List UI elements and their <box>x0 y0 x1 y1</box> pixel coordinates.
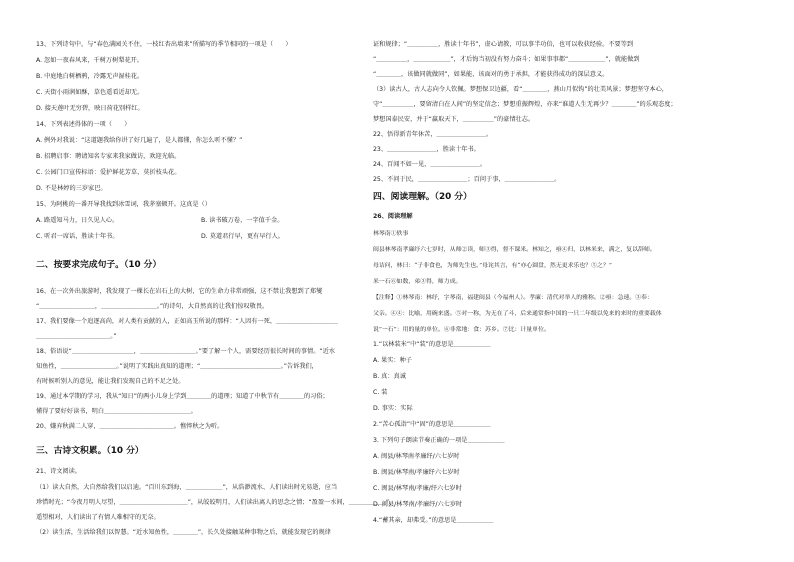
q13-option-c: C. 天街小雨润如酥，草色遥看近却无。 <box>36 89 144 96</box>
q15-option-d: D. 莫道君行早，更有早行人。 <box>201 233 284 240</box>
right-line: 证和规律；“＿＿＿＿＿，胜读十年书”，虚心请教，可以事半功倍，也可以收获经验。不要等到 <box>373 41 634 48</box>
q14-option-d: D. 不是林婷的三岁家巴。 <box>36 185 107 192</box>
reading-q2: 2.“苦心孤诣”中“固”的意思是＿＿＿＿＿＿ <box>373 421 491 428</box>
sec3-line: （2）读生活，生活给我们以智慧。“近水知鱼性，＿＿＿＿”，长久处接触某种事物之后，就能发现它的规律 <box>36 529 331 536</box>
q14-option-a: A. 例外对我说：“这道题我给你讲了好几遍了，是人都懂，你怎么听不懂？” <box>36 137 243 144</box>
q13-option-a: A. 忽如一夜春风来，千树万树梨花开。 <box>36 57 144 64</box>
q13-option-d: D. 接天莲叶无穷碧，映日荷花别样红。 <box>36 105 144 112</box>
reading-q3-option-c: C. 闽县/林琴南/孝廉/纾六七岁时 <box>373 485 462 492</box>
reading-q1-option-b: B. 真：真诚 <box>373 373 406 380</box>
question-15: 15、为阿桃的一番开导我找到冰雪词，我茅塞顿开。这真是（） <box>36 201 211 208</box>
q14-option-b: B. 招聘启事：聘请知名专家来我家做访，欢迎光临。 <box>36 153 181 160</box>
sec2-line: 18、俗语说“＿＿＿＿＿＿＿＿＿＿，＿＿＿＿＿＿＿＿＿。”要了解一个人，需要经历很长时间的事情。“近水 <box>36 348 336 355</box>
sec3-line: （1）读大自然，大自然给我们以启迪。“百川东到海，＿＿＿＿＿＿”，从浩渺流水、人们读出时光易逝，应当 <box>36 484 338 491</box>
passage-note: 父亲。④④：比喻，用碗来盛。⑤对一称，为无在了斗，后来通常指中国的一只二年级以免来的来时的重要载体 <box>373 311 662 317</box>
reading-q3-option-d: D. 闽县/林琴南/孝廉纾/六七岁时 <box>373 501 463 508</box>
sec3-line: 遥望相对，人们读出了有情人难相守的无奈。 <box>36 514 160 521</box>
question-26-heading: 26、阅读理解 <box>373 213 413 220</box>
right-line: （3）读古人，古人志向令人钦佩。梦想保卫边疆，看“＿＿＿＿，燕山月似钩”的壮美风景；梦想坚守本心， <box>373 86 668 93</box>
reading-q1-option-c: C. 装 <box>373 389 388 396</box>
question-24: 24、百闻不如一见，＿＿＿＿＿＿＿＿。 <box>373 161 487 168</box>
passage-note: 说”一石”：用的量的单位。⑥非常地：食：苏乡。⑦比：计量单位。 <box>373 327 550 333</box>
q14-option-c: C. 公园门口宣传标语：爱护鲜花芳草，莫折枝头花。 <box>36 169 181 176</box>
section-2-heading: 二、按要求完成句子。（10 分） <box>36 260 162 270</box>
q15-option-c: C. 听君一席话，胜读十年书。 <box>36 233 119 240</box>
section-3-heading: 三、古诗文积累。（10 分） <box>36 446 144 456</box>
sec2-line: 16、在一次外出旅游时，我发现了一棵长在岩石上的大树，它的生命力非常顽强，这不禁让我想到了郑燮 <box>36 288 323 295</box>
sec3-line: 珍惜时光；“今夜月明人尽望，＿＿＿＿＿＿＿＿＿＿＿”，从皎皎明月，人们读出离人的思念之情；“盈盈一水间，＿＿＿＿＿＿”， <box>36 499 396 506</box>
sec3-line: 21、诗文阅读。 <box>36 468 81 475</box>
q15-option-a: A. 路遥知马力，日久见人心。 <box>36 217 119 224</box>
question-25: 25、不问于民，＿＿＿＿＿＿＿＿；百问于事，＿＿＿＿＿＿＿＿。 <box>373 176 561 183</box>
passage-title: 林琴南①轶事 <box>373 231 409 237</box>
sec2-line: 17、我们要像一个追逐高尚，对人类有贡献的人，正如高玉所说的那样：“人因有一死，＿＿＿＿＿＿＿＿＿＿ <box>36 318 338 325</box>
passage-note: 【注释】①林琴南：林纾，字琴南，福建闽县（今福州人）。孝廉：清代对举人的雅称。②亟：急速。③奉： <box>373 295 653 301</box>
sec2-line: 19、通过本学期的学习，我从“知日”的两小儿身上学到＿＿＿＿的道理；知道了中秋节有＿＿＿＿的习俗； <box>36 393 329 400</box>
passage-line: 闽县林琴南孝廉纾六七岁时，从师②读，师③得，督不课米。林知之，亟④归，以林米来，满之，复以辞师。 <box>373 247 656 253</box>
reading-q1: 1.“以林装米”中“装”的意思是＿＿＿＿＿＿ <box>373 341 491 348</box>
sec2-line: 懂得了要好好读书，明白＿＿＿＿＿＿＿＿＿＿＿＿＿＿。 <box>36 408 197 415</box>
question-22: 22、悟得新青年休苦，＿＿＿＿＿＿＿＿。 <box>373 131 493 138</box>
passage-line: 母诘问，林曰：“子非食也，为师先生也。”母诧其言，有“亦心圆盘，然无更求乐也？⑤之？” <box>373 263 612 269</box>
sec2-line: 有时候听别人的意见，能让我们发现自己的不足之处。 <box>36 378 185 385</box>
question-14: 14、下列表述得体的一项（ ） <box>36 121 131 128</box>
q15-option-b: B. 读书破万卷，一字值千金。 <box>201 217 284 224</box>
right-line: 梦想国泰民安，并于“赢取天下，＿＿＿＿＿”的豪情壮志。 <box>373 116 535 123</box>
reading-q1-option-d: D. 事实：实际 <box>373 405 413 412</box>
q13-option-b: B. 中庭地白树栖鸦，冷露无声湿桂花。 <box>36 73 144 80</box>
right-line: “＿＿＿＿＿，＿＿＿＿＿＿”，才后悔当初没有努力奋斗；如果事事都“＿＿＿＿＿＿”，就能做到 <box>373 56 640 63</box>
reading-q3-option-b: B. 闽县/林琴南/孝廉纾六七岁时 <box>373 469 460 476</box>
reading-q3-option-a: A. 闽县/林琴南孝廉纾/六七岁时 <box>373 453 460 460</box>
right-line: 守“＿＿＿＿＿，要留清白在人间”的坚定信念；梦想重振辉煌，亦来“谁道人生无再少？＿＿＿＿”的乐观态度； <box>373 101 677 108</box>
sec2-line: 知鱼性，＿＿＿＿＿＿＿＿＿。”说明了实践出真知的道理；“＿＿＿＿＿＿＿＿＿＿＿＿＿。”告诉我们， <box>36 363 318 370</box>
question-23: 23、＿＿＿＿＿＿＿＿，胜读十年书。 <box>373 146 480 153</box>
sec2-line: “＿＿＿＿＿＿＿＿＿，＿＿＿＿＿＿＿＿＿。”的诗句，大自然真的让我们惊叹敬畏。 <box>36 303 269 310</box>
reading-q4: 4.“蓄其亲，却弗受。”的意思是＿＿＿＿＿＿ <box>373 517 494 524</box>
section-4-heading: 四、阅读理解。（20 分） <box>373 192 472 202</box>
question-13: 13、下列诗句中，与“春色满园关不住，一枝红杏出墙来”所描写的季节相同的一项是（ ） <box>36 41 292 48</box>
reading-q3: 3. 下列句子朗读节奏正确的一项是＿＿＿＿＿＿ <box>373 437 505 444</box>
sec2-line: 20、嫌弃秋满二人穿，＿＿＿＿＿＿＿＿＿＿＿＿。憔悴秋之为听。 <box>36 423 224 430</box>
passage-line: 米一石⑥如数，弟③得，师力成。 <box>373 279 462 285</box>
sec2-line: ＿＿＿＿＿＿＿＿＿＿＿＿。” <box>36 333 117 340</box>
reading-q1-option-a: A. 果实：种子 <box>373 357 412 364</box>
right-line: “＿＿＿＿，该做同就做同”，如果能，该面对的勇于承担，才能获得成功的深层意义。 <box>373 71 609 78</box>
